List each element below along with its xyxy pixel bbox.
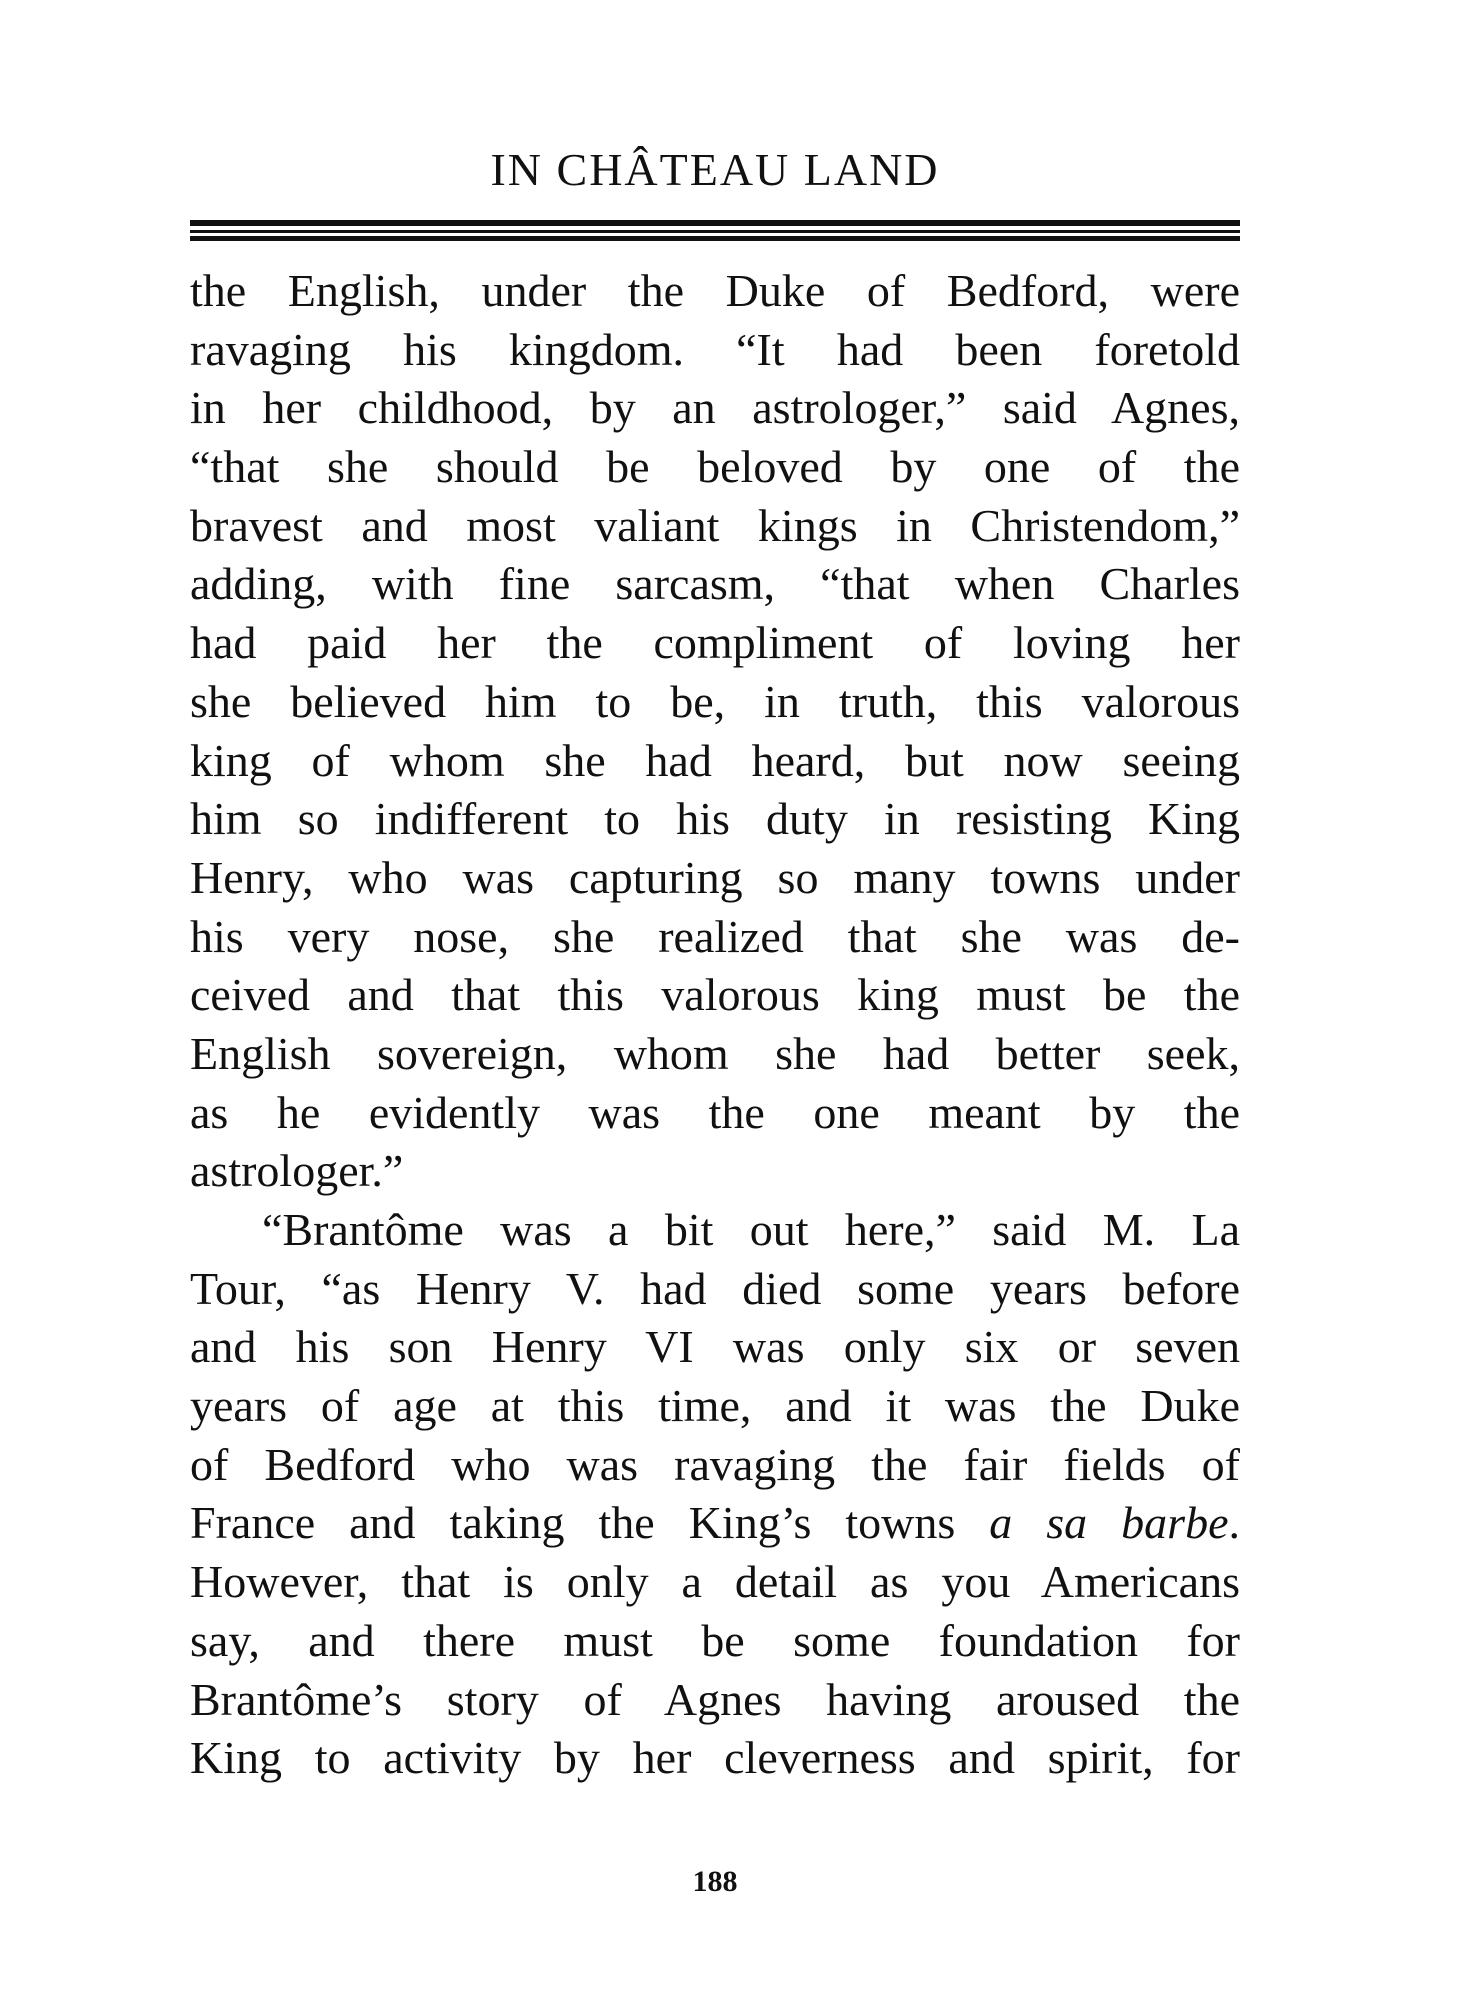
text-line: she believed him to be, in truth, this valorous <box>190 675 1240 727</box>
text-line: king of whom she had heard, but now seeing <box>190 734 1240 786</box>
body-text <box>190 262 1240 1788</box>
paragraph-end-line: astrologer.” <box>190 1145 404 1197</box>
text-line: say, and there must be some foundation for <box>190 1614 1240 1666</box>
text-line: his very nose, she realized that she was de- <box>190 910 1240 962</box>
text-line: “that she should be beloved by one of the <box>190 441 1240 493</box>
text-line: and his son Henry VI was only six or seven <box>190 1321 1240 1373</box>
text-line: English sovereign, whom she had better seek, <box>190 1027 1240 1079</box>
line-text: . <box>1228 1497 1240 1549</box>
text-line: ravaging his kingdom. “It had been foretold <box>190 323 1240 375</box>
text-line: Tour, “as Henry V. had died some years before <box>190 1262 1240 1314</box>
italic-phrase: a sa barbe <box>989 1497 1229 1549</box>
header-rule-thin <box>190 230 1240 233</box>
text-line: of Bedford who was ravaging the fair fields of <box>190 1438 1240 1490</box>
text-line-with-italic <box>190 1494 1240 1553</box>
text-line: the English, under the Duke of Bedford, were <box>190 265 1240 316</box>
text-line: King to activity by her cleverness and spirit, for <box>190 1732 1240 1784</box>
line-text: France and taking the King’s towns <box>190 1497 990 1549</box>
header-rule-thick <box>190 220 1240 226</box>
text-line: Brantôme’s story of Agnes having aroused the <box>190 1673 1240 1725</box>
text-line: as he evidently was the one meant by the <box>190 1086 1240 1138</box>
paragraph-start-line: “Brantôme was a bit out here,” said M. La <box>262 1204 1240 1255</box>
text-line: years of age at this time, and it was the Duke <box>190 1380 1240 1432</box>
text-line: Henry, who was capturing so many towns under <box>190 851 1240 903</box>
running-head: IN CHÂTEAU LAND <box>490 144 940 195</box>
text-line: in her childhood, by an astrologer,” said Agnes, <box>190 382 1240 434</box>
page-number: 188 <box>692 1865 738 1898</box>
text-line: adding, with fine sarcasm, “that when Charles <box>190 558 1240 610</box>
text-line: ceived and that this valorous king must be the <box>190 969 1240 1021</box>
text-line: him so indifferent to his duty in resisting King <box>190 793 1240 845</box>
text-line: had paid her the compliment of loving her <box>190 617 1240 669</box>
header-rule-bottom <box>190 236 1240 241</box>
text-line: However, that is only a detail as you Americans <box>190 1556 1240 1608</box>
text-line: bravest and most valiant kings in Christendom,” <box>190 499 1240 551</box>
